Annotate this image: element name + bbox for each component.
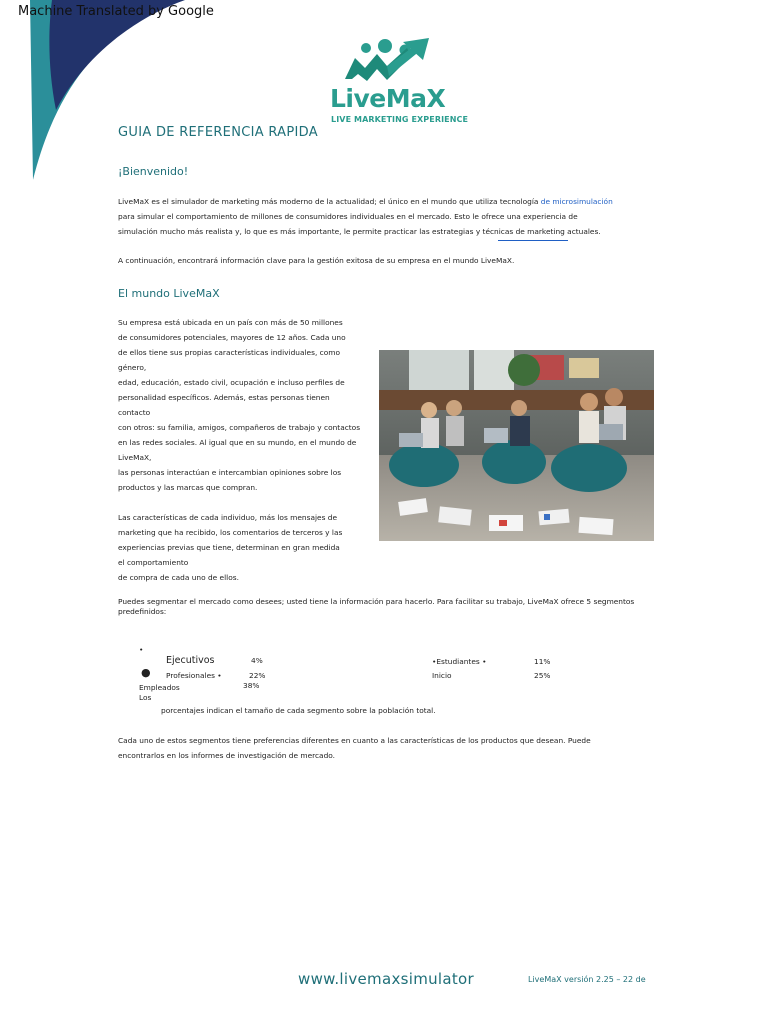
underline-divider [498, 240, 568, 241]
world-line: en las redes sociales. Al igual que en su mundo, en el mundo de [118, 438, 357, 447]
segment-ejecutivos: Ejecutivos [166, 655, 215, 666]
world-line: de compra de cada uno de ellos. [118, 573, 239, 582]
welcome-line-3: simulación mucho más realista y, lo que es más importante, le permite practicar las estrategias y técnicas de marketing actuales. [118, 227, 601, 236]
world-line [118, 495, 373, 510]
world-line: de consumidores potenciales, mayores de 12 años. Cada uno [118, 333, 346, 342]
closing-paragraph [118, 733, 658, 763]
footer-website-link[interactable]: www.livemaxsimulator [298, 970, 475, 988]
page-title: GUIA DE REFERENCIA RAPIDA [118, 125, 318, 140]
team-photo-image [379, 350, 654, 541]
segment-los: Los [139, 693, 152, 702]
world-line: de ellos tiene sus propias características individuales, como [118, 348, 340, 357]
welcome-heading: ¡Bienvenido! [118, 165, 189, 178]
closing-line-1: Cada uno de estos segmentos tiene preferencias diferentes en cuanto a las características de los productos que desean. Puede [118, 736, 591, 745]
welcome-line-2: para simular el comportamiento de millones de consumidores individuales en el mercado. Esto le ofrece una experiencia de [118, 212, 578, 221]
segment-inicio-pct: 25% [534, 671, 551, 680]
world-line: productos y las marcas que compran. [118, 483, 258, 492]
world-line: LiveMaX, [118, 453, 152, 462]
segment-intro-line-2: predefinidos: [118, 607, 167, 616]
segment-inicio: Inicio [432, 671, 452, 680]
welcome-paragraph [118, 194, 638, 239]
segment-ejecutivos-pct: 4% [251, 656, 263, 665]
world-line: el comportamiento [118, 558, 189, 567]
world-line: Su empresa está ubicada en un país con más de 50 millones [118, 318, 343, 327]
world-line: edad, educación, estado civil, ocupación e incluso perfiles de [118, 378, 345, 387]
world-line: personalidad específicos. Además, estas personas tienen [118, 393, 330, 402]
segment-estudiantes: •Estudiantes • [432, 657, 487, 666]
segment-empleados-pct: 38% [243, 681, 260, 690]
world-line: marketing que ha recibido, los comentarios de terceros y las [118, 528, 343, 537]
world-paragraph [118, 315, 373, 585]
closing-line-2: encontrarlos en los informes de investigación de mercado. [118, 751, 336, 760]
segment-intro [118, 597, 658, 617]
world-line: Las características de cada individuo, más los mensajes de [118, 513, 338, 522]
segment-profesionales: Profesionales • [166, 671, 222, 680]
world-line: las personas interactúan e intercambian opiniones sobre los [118, 468, 342, 477]
microsimulation-link[interactable]: de microsimulación [540, 197, 613, 206]
segment-intro-line-1: Puedes segmentar el mercado como desees; usted tiene la información para hacerlo. Para facilitar su trabajo, LiveMaX ofrece 5 segmentos [118, 597, 635, 606]
machine-translated-label: Machine Translated by Google [18, 4, 214, 19]
world-line: con otros: su familia, amigos, compañeros de trabajo y contactos [118, 423, 361, 432]
segment-note: porcentajes indican el tamaño de cada segmento sobre la población total. [161, 706, 436, 715]
segment-profesionales-pct: 22% [249, 671, 266, 680]
world-heading: El mundo LiveMaX [118, 287, 220, 300]
welcome-line-1: LiveMaX es el simulador de marketing más moderno de la actualidad; el único en el mundo que utiliza tecnología [118, 197, 539, 206]
corner-decoration [0, 0, 200, 190]
segment-estudiantes-pct: 11% [534, 657, 551, 666]
world-line: género, [118, 363, 147, 372]
bullet-icon: • [139, 645, 144, 654]
bullet-icon: ● [141, 666, 151, 679]
world-line: experiencias previas que tiene, determinan en gran medida [118, 543, 340, 552]
logo-tagline: LIVE MARKETING EXPERIENCE [331, 115, 469, 124]
logo-wordmark: LiveMaX [330, 84, 446, 113]
welcome-line-4: A continuación, encontrará información clave para la gestión exitosa de su empresa en el mundo LiveMaX. [118, 256, 515, 265]
world-line: contacto [118, 408, 151, 417]
footer-version: LiveMaX versión 2.25 – 22 de [528, 975, 646, 984]
segment-empleados: Empleados [139, 683, 180, 692]
